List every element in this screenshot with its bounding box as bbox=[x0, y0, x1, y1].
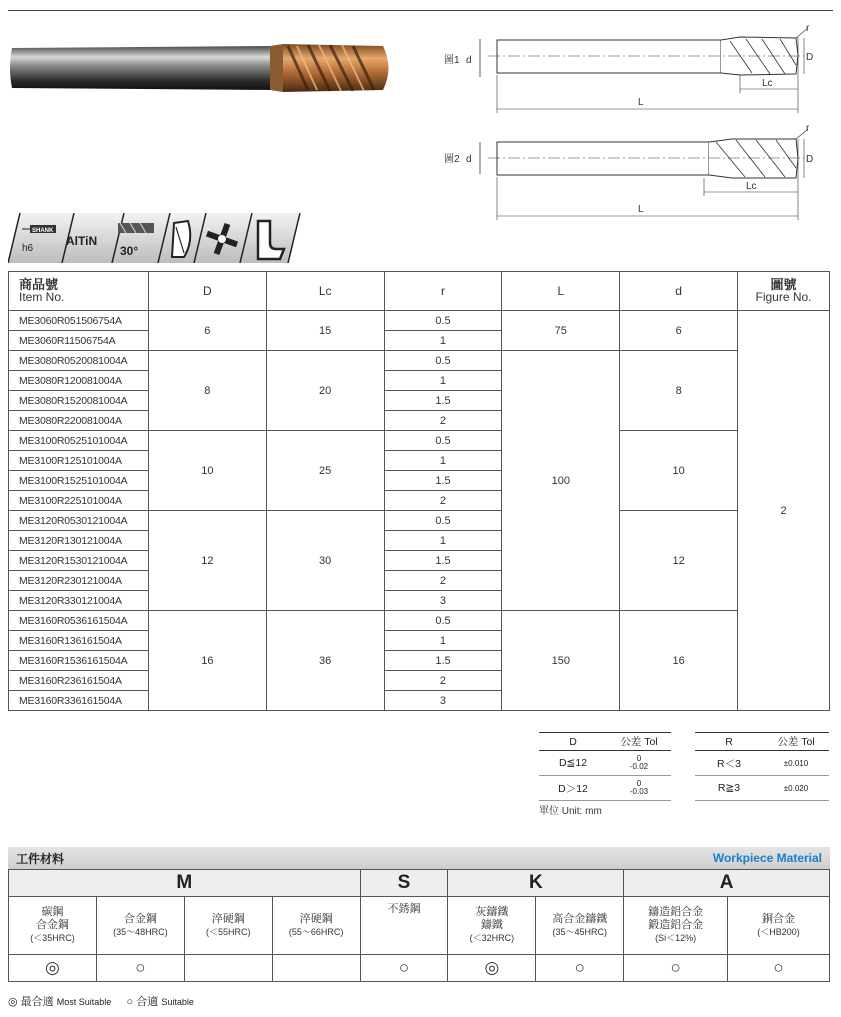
table-row: D＞12 0 -0.03 bbox=[539, 776, 671, 801]
svg-text:h6: h6 bbox=[22, 243, 34, 254]
table-row: ME3060R11506754A 1 bbox=[9, 331, 830, 351]
svg-text:Lc: Lc bbox=[746, 181, 757, 192]
svg-text:r: r bbox=[806, 25, 810, 34]
figure-1-diagram bbox=[440, 25, 830, 120]
suitability-mark: ○ bbox=[360, 955, 448, 982]
material-cell: 灰鑄鐵 鑄鐵 (＜32HRC) bbox=[448, 897, 536, 955]
header-Lc: Lc bbox=[266, 272, 384, 311]
svg-text:r: r bbox=[806, 123, 810, 134]
table-row: D≦12 0 -0.02 bbox=[539, 751, 671, 776]
svg-text:D: D bbox=[806, 52, 814, 63]
svg-text:L: L bbox=[638, 204, 644, 215]
suitability-mark: ○ bbox=[624, 955, 728, 982]
figure-2-label: 圖2 bbox=[444, 154, 460, 165]
group-A: A bbox=[624, 870, 830, 897]
table-row: ME3100R125101004A 1 bbox=[9, 451, 830, 471]
table-row: ME3080R120081004A 1 bbox=[9, 371, 830, 391]
svg-text:D: D bbox=[806, 154, 814, 165]
header-d: d bbox=[620, 272, 738, 311]
svg-text:SHANK: SHANK bbox=[32, 228, 54, 234]
table-row: ME3120R0530121004A 12 30 0.5 12 bbox=[9, 511, 830, 531]
table-row: ME3160R0536161504A 16 36 0.5 150 16 bbox=[9, 611, 830, 631]
material-cell: 淬硬鋼 (55～66HRC) bbox=[272, 897, 360, 955]
table-row: ME3120R130121004A 1 bbox=[9, 531, 830, 551]
table-row: R≧3 ±0.020 bbox=[695, 776, 829, 801]
table-row: ME3160R1536161504A 1.5 bbox=[9, 651, 830, 671]
suitability-legend: ◎ 最合適 Most Suitable ○ 合適 Suitable bbox=[8, 996, 194, 1008]
header-r: r bbox=[384, 272, 502, 311]
table-row: ME3100R0525101004A 10 25 0.5 10 bbox=[9, 431, 830, 451]
group-K: K bbox=[448, 870, 624, 897]
suitability-mark bbox=[272, 955, 360, 982]
suitability-mark: ○ bbox=[96, 955, 184, 982]
figure-1-label: 圖1 bbox=[444, 55, 460, 66]
feature-badges bbox=[8, 213, 308, 263]
svg-text:L: L bbox=[638, 97, 644, 108]
workpiece-title-en: Workpiece Material bbox=[712, 851, 822, 865]
tolerance-D-table: D 公差 Tol D≦12 0 -0.02 D＞12 0 -0.03 bbox=[539, 732, 671, 801]
group-M: M bbox=[9, 870, 361, 897]
figure-2-diagram bbox=[440, 120, 830, 225]
material-cell: 合金鋼 (35～48HRC) bbox=[96, 897, 184, 955]
suitability-mark: ◎ bbox=[9, 955, 97, 982]
material-cell: 鑄造鋁合金 鍛造鋁合金 (Si＜12%) bbox=[624, 897, 728, 955]
tolerance-R-table: R 公差 Tol R＜3 ±0.010 R≧3 ±0.020 bbox=[695, 732, 829, 801]
figure-no-cell: 2 bbox=[738, 311, 830, 711]
flute-profile-icon bbox=[172, 221, 190, 257]
header-L: L bbox=[502, 272, 620, 311]
unit-note: 單位 Unit: mm bbox=[539, 806, 602, 817]
material-cell: 淬硬鋼 (＜55HRC) bbox=[184, 897, 272, 955]
table-row: ME3160R336161504A 3 bbox=[9, 691, 830, 711]
material-cell: 不銹鋼 bbox=[360, 897, 448, 955]
table-row: ME3080R220081004A 2 bbox=[9, 411, 830, 431]
end-mill-photo bbox=[8, 40, 398, 96]
table-row: ME3120R1530121004A 1.5 bbox=[9, 551, 830, 571]
product-table bbox=[8, 271, 830, 711]
suitability-mark: ○ bbox=[728, 955, 830, 982]
coating-label: AlTiN bbox=[66, 234, 98, 248]
table-row: ME3080R1520081004A 1.5 bbox=[9, 391, 830, 411]
table-row: ME3160R136161504A 1 bbox=[9, 631, 830, 651]
workpiece-material-section bbox=[8, 847, 830, 982]
svg-text:30°: 30° bbox=[120, 244, 139, 258]
header-item-no: 商品號 Item No. bbox=[9, 272, 149, 311]
table-row: ME3120R330121004A 3 bbox=[9, 591, 830, 611]
table-row: ME3120R230121004A 2 bbox=[9, 571, 830, 591]
material-cell: 高合金鑄鐵 (35～45HRC) bbox=[536, 897, 624, 955]
table-row: ME3100R1525101004A 1.5 bbox=[9, 471, 830, 491]
suitability-mark: ◎ bbox=[448, 955, 536, 982]
most-suitable-icon: ◎ bbox=[8, 996, 18, 1008]
table-row: ME3060R051506754A 6 15 0.5 75 6 2 bbox=[9, 311, 830, 331]
group-S: S bbox=[360, 870, 448, 897]
svg-text:Lc: Lc bbox=[762, 78, 773, 89]
suitability-mark: ○ bbox=[536, 955, 624, 982]
top-rule bbox=[8, 10, 833, 11]
table-row: ME3080R0520081004A 8 20 0.5 100 8 bbox=[9, 351, 830, 371]
table-row: R＜3 ±0.010 bbox=[695, 751, 829, 776]
suitable-icon: ○ bbox=[126, 996, 134, 1008]
material-cell: 銅合金 (＜HB200) bbox=[728, 897, 830, 955]
svg-text:d: d bbox=[466, 154, 472, 165]
table-row: ME3100R225101004A 2 bbox=[9, 491, 830, 511]
suitability-mark bbox=[184, 955, 272, 982]
table-row: ME3160R236161504A 2 bbox=[9, 671, 830, 691]
header-D: D bbox=[148, 272, 266, 311]
svg-text:d: d bbox=[466, 55, 472, 66]
material-cell: 碳鋼 合金鋼 (＜35HRC) bbox=[9, 897, 97, 955]
workpiece-title-zh: 工件材料 bbox=[16, 851, 65, 866]
header-figure-no: 圖號 Figure No. bbox=[738, 272, 830, 311]
